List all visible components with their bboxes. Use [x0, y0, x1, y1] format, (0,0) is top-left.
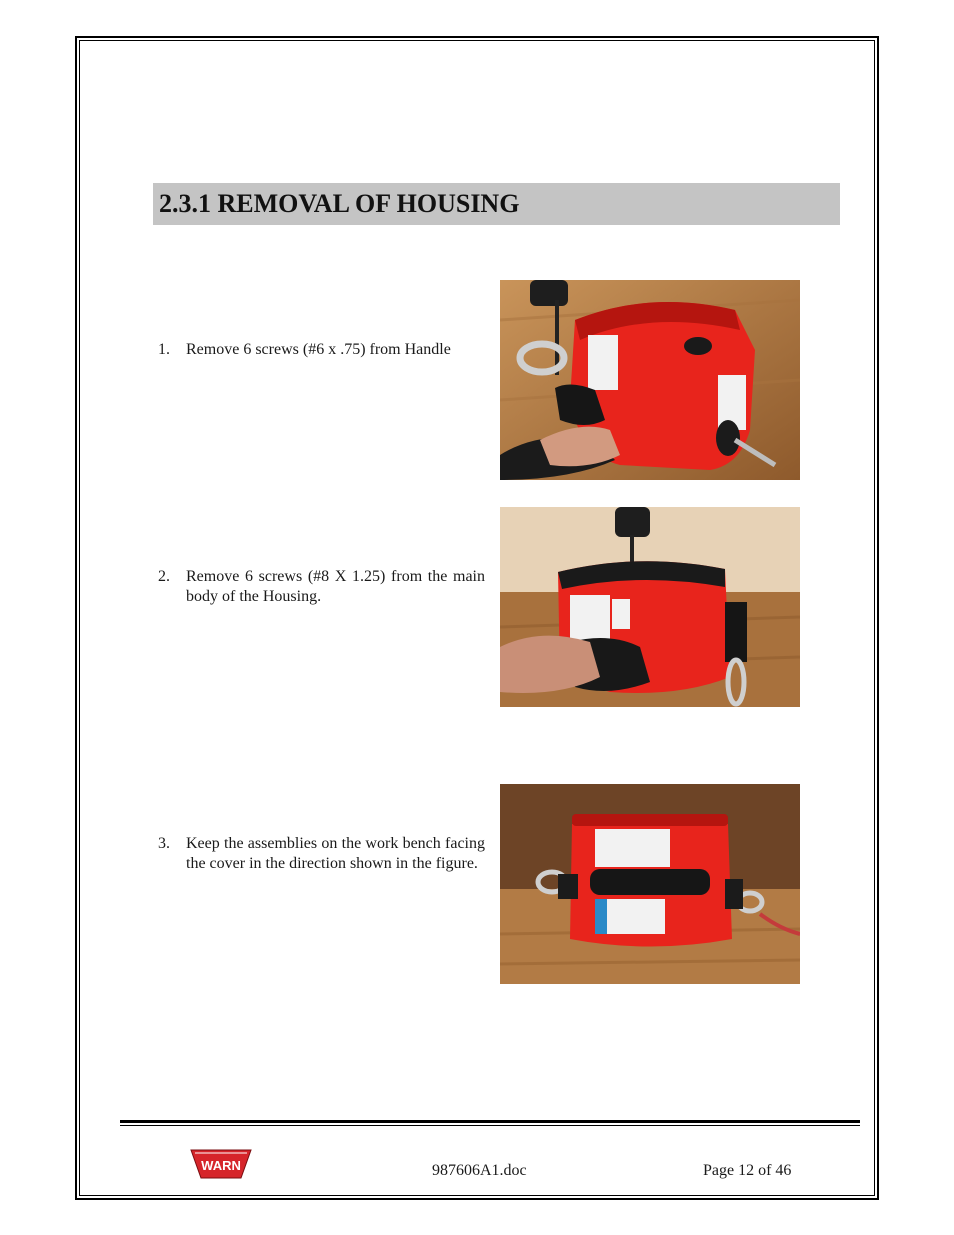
step-text: Remove 6 screws (#6 x .75) from Handle	[186, 341, 451, 358]
footer-rule-thick	[120, 1120, 860, 1123]
step-1	[158, 340, 485, 360]
page-number: Page 12 of 46	[703, 1162, 792, 1179]
step-2	[158, 567, 485, 607]
step-text: Keep the assemblies on the work bench facing the cover in the direction shown in the figure.	[186, 835, 485, 872]
step-text: Remove 6 screws (#8 X 1.25) from the main body of the Housing.	[186, 568, 485, 605]
warn-logo	[190, 1148, 252, 1180]
step-3	[158, 834, 485, 874]
photo-assembly-on-bench	[500, 784, 800, 984]
step-number: 2.	[158, 568, 170, 585]
step-number: 1.	[158, 341, 170, 358]
photo-remove-handle-screws	[500, 280, 800, 480]
document-name: 987606A1.doc	[432, 1162, 527, 1179]
photo-remove-housing-screws	[500, 507, 800, 707]
footer-rule-thin	[120, 1125, 860, 1126]
step-number: 3.	[158, 835, 170, 852]
section-heading: 2.3.1 REMOVAL OF HOUSING	[153, 183, 840, 225]
warn-logo-text: WARN	[201, 1158, 241, 1173]
